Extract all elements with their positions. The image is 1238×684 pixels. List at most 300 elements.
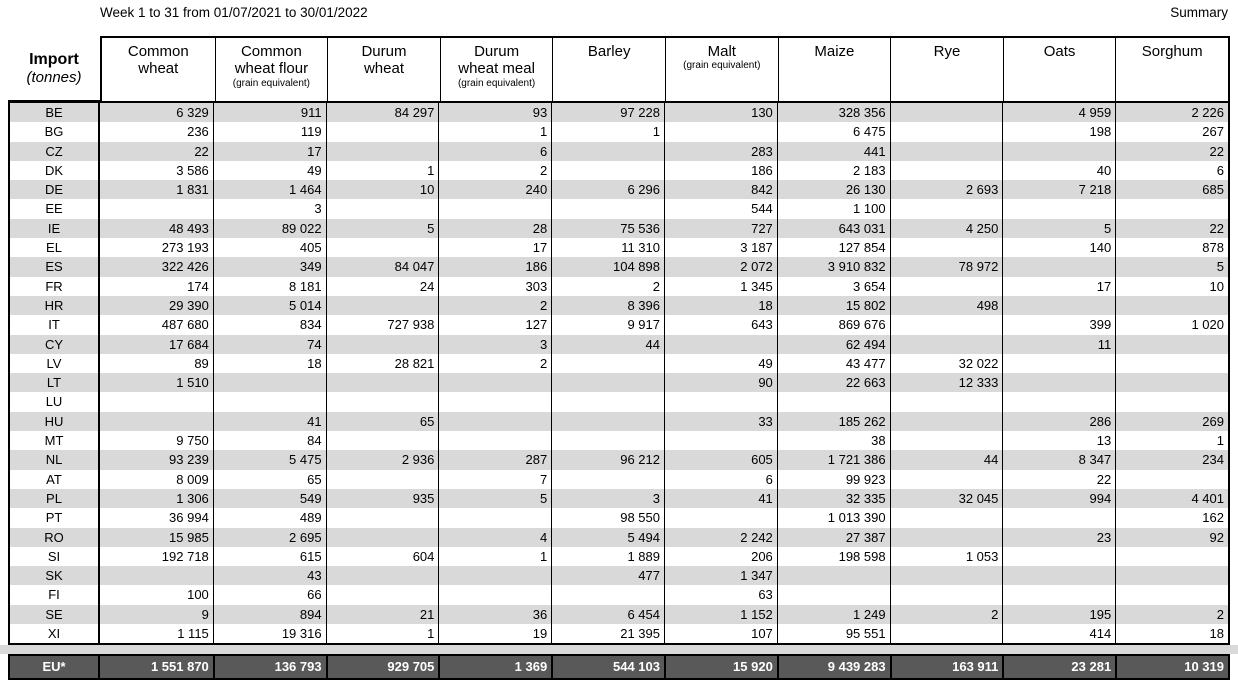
value-cell [438, 373, 551, 392]
value-cell: 107 [664, 624, 777, 643]
value-cell: 5 475 [213, 450, 326, 469]
column-header-durum-wheat-meal [440, 38, 553, 101]
value-cell: 3 [438, 335, 551, 354]
column-sublabel: (grain equivalent) [232, 77, 311, 89]
value-cell: 198 [1002, 122, 1115, 141]
value-cell: 1 053 [890, 547, 1003, 566]
value-cell [890, 470, 1003, 489]
value-cell: 84 047 [326, 257, 439, 276]
value-cell: 1 020 [1115, 315, 1228, 334]
eu-total-cell: 15 920 [664, 656, 777, 678]
value-cell: 283 [664, 142, 777, 161]
value-cell [551, 161, 664, 180]
value-cell: 36 994 [169, 510, 209, 526]
value-cell: 2 [438, 296, 551, 315]
table-body [8, 103, 1230, 645]
value-cell: 2 936 [326, 450, 439, 469]
page-title: Week 1 to 31 from 01/07/2021 to 30/01/2022 [100, 5, 368, 20]
value-cell [1115, 585, 1228, 604]
value-cell [326, 392, 439, 411]
value-cell [777, 392, 890, 411]
value-cell: 17 [213, 142, 326, 161]
value-cell: 287 [438, 450, 551, 469]
table-row-hr [10, 296, 1228, 315]
value-cell: 2 183 [777, 161, 890, 180]
value-cell: 3 [551, 489, 664, 508]
value-cell: 236 [187, 124, 209, 140]
value-cell: 27 387 [777, 528, 890, 547]
table-row-dk [10, 161, 1228, 180]
value-cell: 28 [438, 219, 551, 238]
value-cell [551, 392, 664, 411]
row-label: XI [10, 624, 100, 643]
value-cell: 93 [438, 103, 551, 122]
column-label: Oats [1043, 43, 1076, 60]
value-cell [664, 392, 777, 411]
value-cell [1002, 257, 1115, 276]
value-cell: 935 [326, 489, 439, 508]
value-cell: 19 [438, 624, 551, 643]
value-cell: 22 [1115, 142, 1228, 161]
value-cell: 2 226 [1115, 103, 1228, 122]
value-cell: 1 249 [777, 605, 890, 624]
value-cell: 6 454 [551, 605, 664, 624]
value-cell [551, 470, 664, 489]
table-row-pl [10, 489, 1228, 508]
value-cell: 685 [1115, 180, 1228, 199]
value-cell [1115, 296, 1228, 315]
value-cell: 62 494 [777, 335, 890, 354]
value-cell [890, 624, 1003, 643]
value-cell: 198 598 [777, 547, 890, 566]
value-cell [890, 585, 1003, 604]
value-cell [1115, 566, 1228, 585]
row-label: DK [10, 161, 100, 180]
value-cell [1115, 373, 1228, 392]
value-cell [1115, 547, 1228, 566]
value-cell [890, 238, 1003, 257]
table-row-si [10, 547, 1228, 566]
value-cell: 441 [777, 142, 890, 161]
value-cell [890, 142, 1003, 161]
table-row-lt [10, 373, 1228, 392]
table-row-fr [10, 277, 1228, 296]
value-cell: 65 [326, 412, 439, 431]
table-row-ro [10, 528, 1228, 547]
value-cell: 49 [213, 161, 326, 180]
table-row-xi [10, 624, 1228, 643]
table-row-cy [10, 335, 1228, 354]
value-cell: 1 [438, 547, 551, 566]
value-cell [664, 508, 777, 527]
value-cell: 2 242 [664, 528, 777, 547]
value-cell: 7 [438, 470, 551, 489]
value-cell [326, 528, 439, 547]
value-cell [551, 354, 664, 373]
value-cell [664, 122, 777, 141]
row-label: MT [10, 431, 100, 450]
value-cell: 328 356 [777, 103, 890, 122]
value-cell: 5 014 [213, 296, 326, 315]
value-cell: 40 [1002, 161, 1115, 180]
value-cell: 93 239 [169, 452, 209, 468]
value-cell [1115, 354, 1228, 373]
value-cell: 4 250 [890, 219, 1003, 238]
value-cell [326, 238, 439, 257]
value-cell: 2 [438, 354, 551, 373]
value-cell: 477 [551, 566, 664, 585]
value-cell: 498 [890, 296, 1003, 315]
value-cell [1002, 508, 1115, 527]
value-cell: 74 [213, 335, 326, 354]
value-cell: 2 [1115, 605, 1228, 624]
value-cell: 5 [438, 489, 551, 508]
table-row-at [10, 470, 1228, 489]
value-cell: 41 [213, 412, 326, 431]
value-cell: 38 [777, 431, 890, 450]
value-cell: 13 [1002, 431, 1115, 450]
value-cell: 22 663 [777, 373, 890, 392]
value-cell [890, 335, 1003, 354]
value-cell: 6 [1115, 161, 1228, 180]
value-cell: 206 [664, 547, 777, 566]
value-cell [890, 122, 1003, 141]
value-cell [1002, 392, 1115, 411]
value-cell: 399 [1002, 315, 1115, 334]
value-cell: 234 [1115, 450, 1228, 469]
value-cell [326, 296, 439, 315]
value-cell: 186 [438, 257, 551, 276]
table-row-mt [10, 431, 1228, 450]
row-label: HR [10, 296, 100, 315]
value-cell [890, 392, 1003, 411]
value-cell: 10 [326, 180, 439, 199]
value-cell [890, 161, 1003, 180]
column-label: Malt [707, 43, 736, 60]
value-cell: 643 031 [777, 219, 890, 238]
value-cell: 9 917 [551, 315, 664, 334]
eu-total-cell: 929 705 [326, 656, 439, 678]
value-cell: 119 [213, 122, 326, 141]
value-cell [551, 431, 664, 450]
value-cell: 65 [213, 470, 326, 489]
value-cell: 549 [213, 489, 326, 508]
eu-total-cell: 1 369 [438, 656, 551, 678]
value-cell: 6 [438, 142, 551, 161]
value-cell: 10 [1115, 277, 1228, 296]
eu-total-cell: 136 793 [213, 656, 326, 678]
value-cell: 41 [664, 489, 777, 508]
row-label: LV [10, 354, 100, 373]
value-cell: 2 693 [890, 180, 1003, 199]
value-cell: 15 802 [777, 296, 890, 315]
value-cell [1002, 296, 1115, 315]
value-cell [438, 566, 551, 585]
value-cell: 17 684 [169, 336, 209, 352]
value-cell [1002, 354, 1115, 373]
value-cell [1115, 392, 1228, 411]
value-cell: 414 [1002, 624, 1115, 643]
table-row-pt [10, 508, 1228, 527]
value-cell: 1 100 [777, 199, 890, 218]
column-header-rye [890, 38, 1003, 101]
value-cell: 1 464 [213, 180, 326, 199]
value-cell [551, 199, 664, 218]
value-cell [551, 412, 664, 431]
column-label: Durum wheat meal [458, 43, 535, 78]
table-row-de [10, 180, 1228, 199]
value-cell: 92 [1115, 528, 1228, 547]
value-cell: 63 [664, 585, 777, 604]
table-row-be [10, 103, 1228, 122]
row-label: HU [10, 412, 100, 431]
value-cell [438, 199, 551, 218]
value-cell: 75 536 [551, 219, 664, 238]
value-cell: 3 910 832 [777, 257, 890, 276]
row-label: ES [10, 257, 100, 276]
value-cell: 48 493 [169, 220, 209, 236]
value-cell: 18 [664, 296, 777, 315]
value-cell: 130 [664, 103, 777, 122]
row-label: EL [10, 238, 100, 257]
value-cell [890, 566, 1003, 585]
eu-total-cell: 1 551 870 [150, 659, 209, 675]
row-label: SI [10, 547, 100, 566]
value-cell [1002, 585, 1115, 604]
table-row-es [10, 257, 1228, 276]
value-cell [1002, 373, 1115, 392]
value-cell: 162 [1115, 508, 1228, 527]
value-cell: 894 [213, 605, 326, 624]
value-cell [213, 392, 326, 411]
value-cell: 2 695 [213, 528, 326, 547]
value-cell: 19 316 [213, 624, 326, 643]
value-cell: 96 212 [551, 450, 664, 469]
row-label: BG [10, 122, 100, 141]
value-cell: 8 347 [1002, 450, 1115, 469]
row-label: PT [10, 508, 100, 527]
value-cell: 286 [1002, 412, 1115, 431]
column-sublabel: (grain equivalent) [683, 60, 761, 72]
value-cell: 98 550 [551, 508, 664, 527]
value-cell: 605 [664, 450, 777, 469]
row-label: SK [10, 566, 100, 585]
value-cell: 36 [438, 605, 551, 624]
value-cell [890, 315, 1003, 334]
value-cell: 267 [1115, 122, 1228, 141]
value-cell [890, 412, 1003, 431]
value-cell [100, 412, 213, 431]
value-cell: 104 898 [551, 257, 664, 276]
row-label: RO [10, 528, 100, 547]
value-cell: 3 187 [664, 238, 777, 257]
value-cell: 140 [1002, 238, 1115, 257]
value-cell [438, 585, 551, 604]
value-cell: 22 [1002, 470, 1115, 489]
value-cell: 994 [1002, 489, 1115, 508]
value-cell: 32 022 [890, 354, 1003, 373]
value-cell [1115, 335, 1228, 354]
value-cell [890, 528, 1003, 547]
value-cell: 9 [201, 606, 209, 622]
value-cell: 1 889 [551, 547, 664, 566]
value-cell: 1 [326, 624, 439, 643]
column-label: Sorghum [1141, 43, 1203, 60]
value-cell: 11 [1002, 335, 1115, 354]
value-cell [1115, 199, 1228, 218]
value-cell: 44 [551, 335, 664, 354]
column-header-common-wheat-flour [215, 38, 328, 101]
value-cell: 1 [438, 122, 551, 141]
table-row-se [10, 605, 1228, 624]
value-cell: 604 [326, 547, 439, 566]
value-cell [326, 335, 439, 354]
value-cell: 489 [213, 508, 326, 527]
value-cell [438, 392, 551, 411]
value-cell [326, 373, 439, 392]
value-cell: 1 347 [664, 566, 777, 585]
value-cell: 842 [664, 180, 777, 199]
table-row-ie [10, 219, 1228, 238]
column-sublabel: (grain equivalent) [457, 77, 536, 89]
row-label: FR [10, 277, 100, 296]
value-cell [100, 392, 213, 411]
table-row-nl [10, 450, 1228, 469]
value-cell: 4 401 [1115, 489, 1228, 508]
value-cell [551, 585, 664, 604]
value-cell [551, 142, 664, 161]
value-cell [438, 412, 551, 431]
value-cell: 22 [194, 143, 209, 159]
value-cell: 615 [213, 547, 326, 566]
table-row-cz [10, 142, 1228, 161]
value-cell: 21 [326, 605, 439, 624]
value-cell: 89 [194, 355, 209, 371]
value-cell: 1 115 [177, 626, 209, 642]
value-cell: 1 [551, 122, 664, 141]
value-cell: 4 959 [1002, 103, 1115, 122]
eu-total-cell: 163 911 [890, 656, 1003, 678]
table-row-ee [10, 199, 1228, 218]
value-cell [1002, 547, 1115, 566]
table-footer-eu-total [8, 654, 1230, 680]
value-cell: 869 676 [777, 315, 890, 334]
eu-total-cell: 10 319 [1115, 656, 1228, 678]
value-cell: 100 [187, 587, 209, 603]
eu-total-cell: 544 103 [551, 656, 664, 678]
value-cell: 17 [1002, 277, 1115, 296]
value-cell [326, 142, 439, 161]
value-cell [890, 431, 1003, 450]
column-header-sorghum [1115, 38, 1228, 101]
value-cell: 84 297 [326, 103, 439, 122]
value-cell [777, 566, 890, 585]
value-cell: 322 426 [161, 259, 209, 275]
value-cell: 127 [438, 315, 551, 334]
value-cell: 878 [1115, 238, 1228, 257]
table-row-sk [10, 566, 1228, 585]
row-header-cell [8, 36, 100, 103]
value-cell: 6 296 [551, 180, 664, 199]
value-cell: 240 [438, 180, 551, 199]
table-row-it [10, 315, 1228, 334]
value-cell: 405 [213, 238, 326, 257]
value-cell: 349 [213, 257, 326, 276]
value-cell: 99 923 [777, 470, 890, 489]
value-cell: 127 854 [777, 238, 890, 257]
value-cell: 1 [326, 161, 439, 180]
value-cell [1002, 566, 1115, 585]
column-header-maize [778, 38, 891, 101]
column-header-durum-wheat [327, 38, 440, 101]
value-cell: 1 831 [176, 182, 209, 198]
value-cell: 273 193 [161, 240, 209, 256]
row-label: PL [10, 489, 100, 508]
value-cell: 90 [664, 373, 777, 392]
value-cell: 23 [1002, 528, 1115, 547]
value-cell: 43 477 [777, 354, 890, 373]
value-cell [664, 431, 777, 450]
eu-total-cell: 23 281 [1002, 656, 1115, 678]
value-cell: 11 310 [551, 238, 664, 257]
value-cell: 21 395 [551, 624, 664, 643]
value-cell: 18 [213, 354, 326, 373]
value-cell: 2 [551, 277, 664, 296]
value-cell [438, 431, 551, 450]
value-cell: 28 821 [326, 354, 439, 373]
summary-label: Summary [1170, 5, 1228, 20]
value-cell: 1 152 [664, 605, 777, 624]
value-cell: 32 335 [777, 489, 890, 508]
value-cell: 2 [438, 161, 551, 180]
value-cell [890, 508, 1003, 527]
value-cell: 185 262 [777, 412, 890, 431]
value-cell [1002, 199, 1115, 218]
table-row-lu [10, 392, 1228, 411]
value-cell: 1 306 [176, 490, 209, 506]
value-cell: 5 [1115, 257, 1228, 276]
top-bar [0, 0, 1238, 34]
value-cell [100, 199, 213, 218]
value-cell: 1 [1115, 431, 1228, 450]
value-cell: 26 130 [777, 180, 890, 199]
value-cell: 1 510 [176, 375, 209, 391]
column-label: Rye [933, 43, 961, 60]
value-cell: 195 [1002, 605, 1115, 624]
value-cell: 303 [438, 277, 551, 296]
column-label: Common wheat flour [234, 43, 309, 78]
row-label: LT [10, 373, 100, 392]
value-cell [1002, 142, 1115, 161]
value-cell: 1 721 386 [777, 450, 890, 469]
value-cell [326, 122, 439, 141]
column-header-common-wheat [102, 38, 215, 101]
value-cell: 8 396 [551, 296, 664, 315]
value-cell: 9 750 [176, 433, 209, 449]
row-label: IT [10, 315, 100, 334]
value-cell: 49 [664, 354, 777, 373]
column-header-malt [665, 38, 778, 101]
value-cell: 97 228 [551, 103, 664, 122]
value-cell: 5 [326, 219, 439, 238]
table-row-hu [10, 412, 1228, 431]
value-cell [326, 508, 439, 527]
tonnes-subtitle: (tonnes) [26, 68, 82, 86]
value-cell [326, 470, 439, 489]
value-cell [326, 585, 439, 604]
value-cell: 29 390 [169, 297, 209, 313]
import-title: Import [29, 50, 79, 68]
